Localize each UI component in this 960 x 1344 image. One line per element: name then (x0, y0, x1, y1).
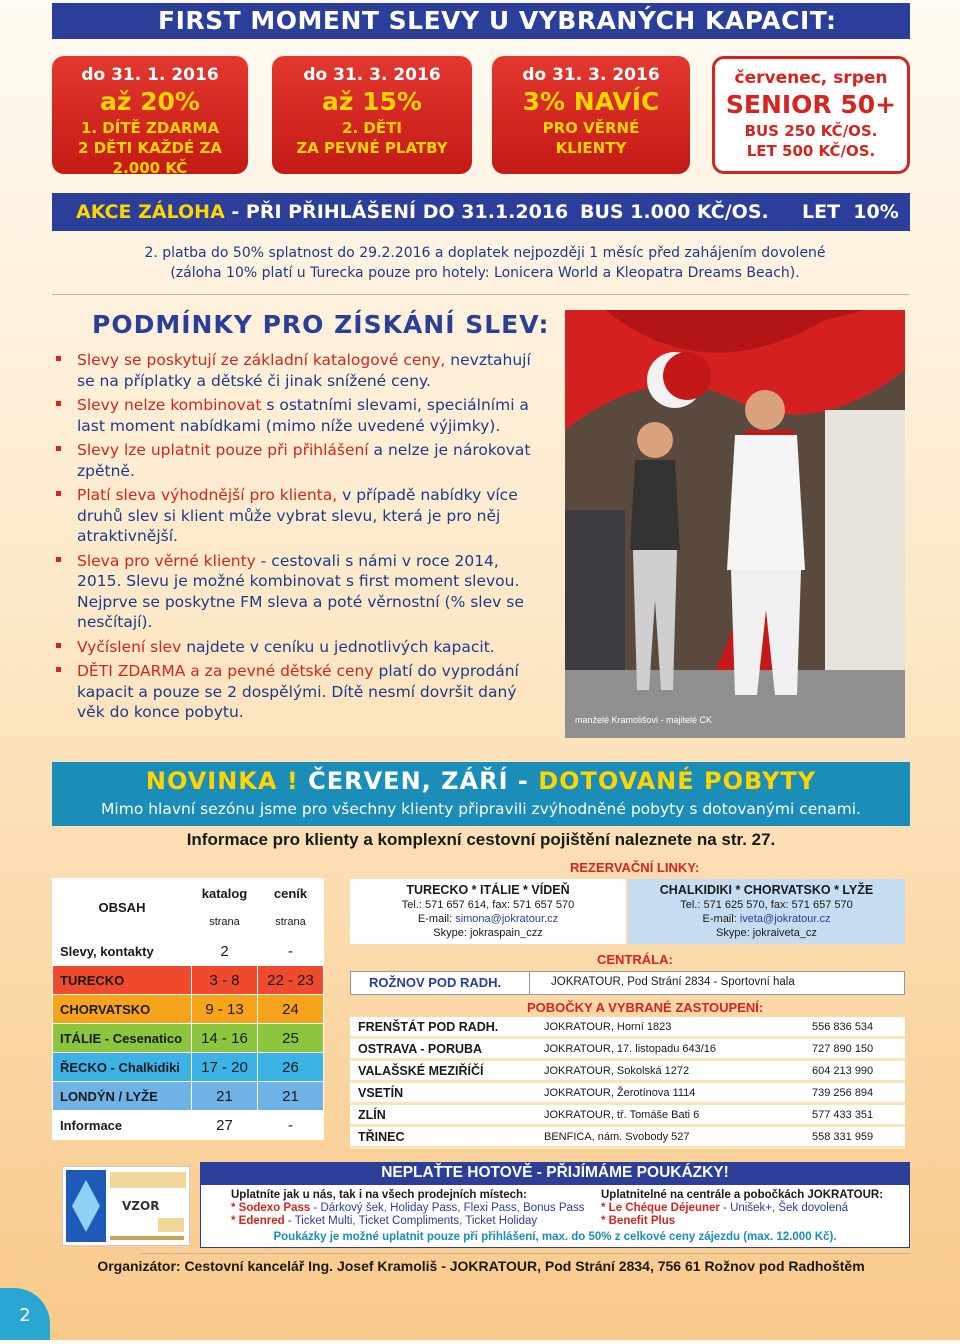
deposit-main: AKCE ZÁLOHA (76, 201, 225, 223)
toc-page: 22 - 23 (258, 966, 324, 995)
deposit-let: LET 10% (802, 201, 899, 223)
footer-organizer: Organizátor: Cestovní kancelář Ing. Josef Kramoliš - JOKRATOUR, Pod Strání 2834, 756 61 Rožnov pod Radhoštěm (97, 1258, 865, 1274)
branch-address: JOKRATOUR, Žerotínova 1114 (536, 1082, 804, 1104)
box-line: PRO VĚRNÉ (542, 119, 640, 137)
toc-page: 21 (192, 1082, 258, 1111)
toc-page: 3 - 8 (192, 966, 258, 995)
toc-title: OBSAH (53, 879, 192, 937)
branch-address: BENFICA, nám. Svobody 527 (536, 1126, 804, 1148)
toc-col: katalog (192, 879, 258, 908)
note-line: 2. platba do 50% splatnost do 29.2.2016 a doplatek nejpozději 1 měsíc před zahájením dovolené (144, 245, 826, 261)
box-line: 2. DĚTI (342, 119, 402, 137)
payment-line (231, 1215, 591, 1228)
payment-detail: - Ticket Multi, Ticket Compliments, Ticket Holiday (284, 1215, 538, 1227)
branch-address: JOKRATOUR, Horní 1823 (536, 1017, 804, 1038)
item-text: najdete v ceníku u jednotlivých kapacit. (181, 637, 495, 656)
toc-name: Slevy, kontakty (53, 937, 192, 966)
payment-note: Poukázky je možné uplatnit pouze při přihlášení, max. do 50% z celkové ceny zájezdu (max. 12.000 Kč). (273, 1231, 837, 1243)
list-item (52, 395, 542, 436)
table-row (350, 1038, 905, 1060)
toc-page: 27 (192, 1111, 258, 1140)
payment-brand: * Le Chéque Déjeuner (601, 1202, 720, 1214)
payment-brand: * Benefit Plus (601, 1215, 676, 1227)
toc-page: - (258, 1111, 324, 1140)
office-skype: Skype: jokraiveta_cz (716, 927, 817, 939)
office-turecko (350, 879, 626, 944)
box-line: 1. DÍTĚ ZDARMA (80, 119, 220, 137)
centrala-title: CENTRÁLA: (597, 952, 673, 967)
table-row (53, 995, 324, 1024)
box-line: ZA PEVNÉ PLATBY (296, 139, 448, 157)
item-text: nevztahují se na příplatky a dětské či jinak snížené ceny. (77, 351, 531, 390)
branch-city: VSETÍN (350, 1082, 536, 1104)
branch-city: TŘINEC (350, 1126, 536, 1148)
office-name: TURECKO * ITÁLIE * VÍDEŇ (406, 883, 570, 897)
photo-caption: manželé Kramolišovi - majitelé CK (575, 715, 713, 725)
note-line: (záloha 10% platí u Turecka pouze pro hotely: Lonicera World a Kleopatra Dreams Beach). (170, 265, 800, 281)
item-text: platí do vyprodání kapacit a pouze se 2 dospělými. Dítě nesmí dovršit daný věk do konce pobytu. (77, 662, 519, 721)
news-subtitle: Mimo hlavní sezónu jsme pro všechny klienty připravili zvýhodněné pobyty s dotovanými cenami. (101, 800, 861, 818)
voucher-image (62, 1166, 190, 1246)
office-email-link[interactable]: iveta@jokratour.cz (739, 913, 831, 925)
item-text: s ostatními slevami, speciálními a last moment nabídkami (mimo níže uvedené výjimky). (77, 396, 529, 435)
toc-page: - (258, 937, 324, 966)
box-date: do 31. 3. 2016 (303, 65, 441, 85)
toc-page: 21 (258, 1082, 324, 1111)
item-highlight: Slevy nelze kombinovat (77, 396, 262, 414)
deposit-rest: - PŘI PŘIHLÁŠENÍ DO 31.1.2016 (224, 201, 569, 223)
branch-address: JOKRATOUR, 17. listopadu 643/16 (536, 1038, 804, 1060)
toc-page: 2 (192, 937, 258, 966)
table-row (350, 1060, 905, 1082)
toc-sub: strana (192, 908, 258, 937)
discount-box-senior (712, 56, 910, 174)
office-email-link[interactable]: simona@jokratour.cz (455, 913, 559, 925)
owners-photo (565, 310, 905, 738)
branch-phone: 727 890 150 (804, 1038, 905, 1060)
table-row (350, 1017, 905, 1038)
branch-phone: 739 256 894 (804, 1082, 905, 1104)
table-row (53, 1082, 324, 1111)
page-title: FIRST MOMENT SLEVY U VYBRANÝCH KAPACIT: (52, 3, 910, 39)
cell-divider (529, 972, 530, 994)
table-row (350, 1082, 905, 1104)
list-item (52, 350, 542, 391)
toc-page: 9 - 13 (192, 995, 258, 1024)
item-highlight: Slevy lze uplatnit pouze při přihlášení (77, 441, 369, 459)
toc-name: CHORVATSKO (53, 995, 192, 1024)
payment-brand: * Sodexo Pass (231, 1202, 311, 1214)
payment-box (200, 1184, 910, 1248)
payment-detail: - Dárkový šek, Holiday Pass, Flexi Pass, Bonus Pass (310, 1202, 585, 1214)
list-item (52, 661, 542, 723)
news-banner (52, 762, 910, 826)
payment-detail: - Unišek+, Šek dovolená (719, 1202, 849, 1214)
toc-page: 24 (258, 995, 324, 1024)
payment-left (231, 1189, 591, 1228)
toc-page: 17 - 20 (192, 1053, 258, 1082)
box-date: do 31. 1. 2016 (81, 65, 219, 85)
box-discount: až 20% (100, 87, 200, 116)
discount-box-loyal (492, 56, 690, 174)
box-line: BUS 250 KČ/OS. (744, 122, 878, 140)
table-row (53, 879, 324, 908)
payment-brand: * Edenred (231, 1215, 285, 1227)
branches-title: POBOČKY A VYBRANÉ ZASTOUPENÍ: (527, 1000, 764, 1015)
box-line: KLIENTY (555, 139, 627, 157)
box-date: červenec, srpen (734, 68, 888, 88)
discount-box-march (272, 56, 472, 174)
item-highlight: DĚTI ZDARMA a za pevné dětské ceny (77, 662, 374, 680)
box-discount: až 15% (322, 87, 422, 116)
branch-city: ZLÍN (350, 1104, 536, 1126)
toc-page: 14 - 16 (192, 1024, 258, 1053)
box-line: LET 500 KČ/OS. (746, 142, 876, 160)
table-row (53, 937, 324, 966)
table-row (53, 1024, 324, 1053)
box-line: 2 DĚTI KAŽDÉ ZA 2.000 KČ (78, 139, 222, 177)
payment-line (231, 1202, 591, 1215)
payment-notes (60, 243, 910, 283)
divider (140, 1253, 910, 1254)
news-word: ČERVEN, ZÁŘÍ - (298, 767, 539, 795)
centrala-city: ROŽNOV POD RADH. (369, 975, 502, 990)
office-phone: Tel.: 571 657 614, fax: 571 657 570 (401, 899, 575, 911)
email-label: E-mail: (702, 913, 740, 925)
contents-table (52, 878, 324, 1140)
discount-box-january (52, 56, 248, 177)
table-row (53, 1111, 324, 1140)
branches-table (350, 1017, 905, 1149)
list-item (52, 485, 542, 547)
item-highlight: Vyčíslení slev (77, 637, 182, 656)
list-item (52, 440, 542, 481)
office-email-line (350, 912, 626, 926)
conditions-title: PODMÍNKY PRO ZÍSKÁNÍ SLEV: (92, 310, 550, 339)
box-discount: 3% NAVÍC (522, 87, 660, 116)
reservation-title: REZERVAČNÍ LINKY: (570, 860, 700, 875)
branch-phone: 604 213 990 (804, 1060, 905, 1082)
item-highlight: Sleva pro věrné klienty (77, 551, 256, 570)
item-text: v případě nabídky více druhů slev si klient může vybrat slevu, která je pro něj atraktivnější. (77, 486, 518, 545)
office-name: CHALKIDIKI * CHORVATSKO * LYŽE (659, 883, 874, 897)
office-chalkidiki (628, 879, 905, 944)
branch-city: OSTRAVA - PORUBA (350, 1038, 536, 1060)
branch-address: JOKRATOUR, Sokolská 1272 (536, 1060, 804, 1082)
office-email-line (628, 912, 905, 926)
item-text: - cestovali s námi v roce 2014, 2015. Slevu je možné kombinovat s first moment slevou. Nejprve se poskytne FM sleva a poté věrnostní (% slev se nesčítají). (77, 551, 524, 631)
deposit-bar (52, 193, 910, 231)
branch-phone: 556 836 534 (804, 1017, 905, 1038)
news-word: NOVINKA ! (145, 767, 299, 795)
centrala-address: JOKRATOUR, Pod Strání 2834 - Sportovní hala (551, 976, 795, 988)
payment-right (601, 1189, 901, 1228)
branch-city: VALAŠSKÉ MEZIŘÍČÍ (350, 1060, 536, 1082)
box-discount: SENIOR 50+ (725, 90, 897, 119)
toc-page: 26 (258, 1053, 324, 1082)
branch-city: FRENŠTÁT POD RADH. (350, 1017, 536, 1038)
payment-heading: Uplatnitelné na centrále a pobočkách JOKRATOUR: (601, 1189, 884, 1201)
email-label: E-mail: (417, 913, 456, 925)
branch-phone: 577 433 351 (804, 1104, 905, 1126)
deposit-bus: BUS 1.000 KČ/OS. (580, 201, 769, 223)
table-row (350, 1126, 905, 1148)
item-highlight: Platí sleva výhodnější pro klienta, (77, 486, 338, 504)
news-title (52, 762, 910, 800)
list-item (52, 551, 542, 633)
item-highlight: Slevy se poskytují ze základní katalogové ceny, (77, 351, 446, 369)
voucher-label: VZOR (122, 1199, 160, 1213)
centrala-row (350, 971, 905, 995)
branch-address: JOKRATOUR, tř. Tomáše Bati 6 (536, 1104, 804, 1126)
branch-phone: 558 331 959 (804, 1126, 905, 1148)
toc-col: ceník (258, 879, 324, 908)
toc-name: ŘECKO - Chalkidiki (53, 1053, 192, 1082)
table-row (350, 1104, 905, 1126)
toc-name: TURECKO (53, 966, 192, 995)
table-row (53, 966, 324, 995)
info-line: Informace pro klienty a komplexní cestovní pojištění naleznete na str. 27. (186, 830, 776, 849)
box-date: do 31. 3. 2016 (522, 65, 660, 85)
toc-name: LONDÝN / LYŽE (53, 1082, 192, 1111)
toc-name: ITÁLIE - Cesenatico (53, 1024, 192, 1053)
page-number: 2 (0, 1288, 50, 1340)
payment-line (601, 1215, 901, 1228)
table-row (53, 1053, 324, 1082)
toc-name: Informace (53, 1111, 192, 1140)
deposit-title (76, 193, 568, 231)
toc-page: 25 (258, 1024, 324, 1053)
divider (52, 294, 910, 295)
office-phone: Tel.: 571 625 570, fax: 571 657 570 (680, 899, 853, 911)
conditions-list (52, 350, 542, 727)
payment-heading: Uplatníte jak u nás, tak i na všech prodejních místech: (231, 1189, 527, 1201)
office-skype: Skype: jokraspain_czz (433, 927, 543, 939)
list-item (52, 637, 542, 658)
news-word: DOTOVANÉ POBYTY (538, 767, 817, 795)
payment-line (601, 1202, 901, 1215)
item-text: a nelze je nárokovat zpětně. (77, 441, 531, 480)
toc-sub: strana (258, 908, 324, 937)
payment-title: NEPLAŤTE HOTOVĚ - PŘIJÍMÁME POUKÁZKY! (200, 1162, 910, 1184)
photo-illustration (565, 310, 905, 738)
